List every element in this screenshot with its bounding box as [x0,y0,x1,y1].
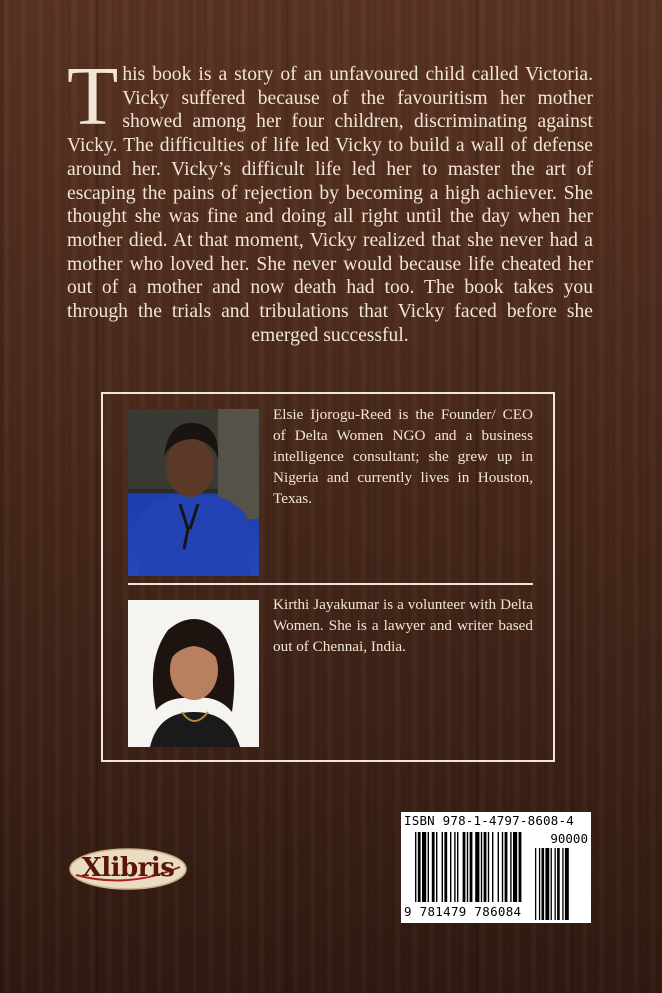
price-code: 90000 [550,831,588,846]
isbn-barcode [401,812,591,923]
author-photo-elsie [128,409,259,576]
isbn-digits: 9 781479 786084 [404,904,522,919]
xlibris-logo-text: Xlibris [81,853,175,883]
author-photo-kirthi [128,600,259,747]
back-cover-blurb [67,50,593,347]
xlibris-logo [68,845,188,893]
author-bio-elsie: Elsie Ijorogu-Reed is the Founder/ CEO of Delta Women NGO and a business intelligence consultant; she grew up in Nigeria and currently lives in Houston, Texas. [273,406,533,507]
drop-cap-letter: T [67,50,119,143]
author-bio-kirthi: Kirthi Jayakumar is a volunteer with Delta Women. She is a lawyer and writer based out of Chennai, India. [273,596,533,655]
author-bios-panel [101,392,555,762]
blurb-text: his book is a story of an unfavoured child called Victoria. Vicky suffered because of the favouritism her mother showed among her four children, discriminating against Vicky. The difficulties of life led Vicky to build a wall of defense around her. Vicky’s difficult life led her to master the art of escaping the pains of rejection by becoming a high achiever. She thought she was fine and doing all right until the day when her mother died. At that moment, Vicky realized that she never had a mother who loved her. She never would because life cheated her out of a mother and now death had too. The book takes you through the trials and tribulations that Vicky faced before she emerged successful. [67,64,593,346]
isbn-label: ISBN 978-1-4797-8608-4 [404,813,574,828]
bio-divider [128,583,533,585]
